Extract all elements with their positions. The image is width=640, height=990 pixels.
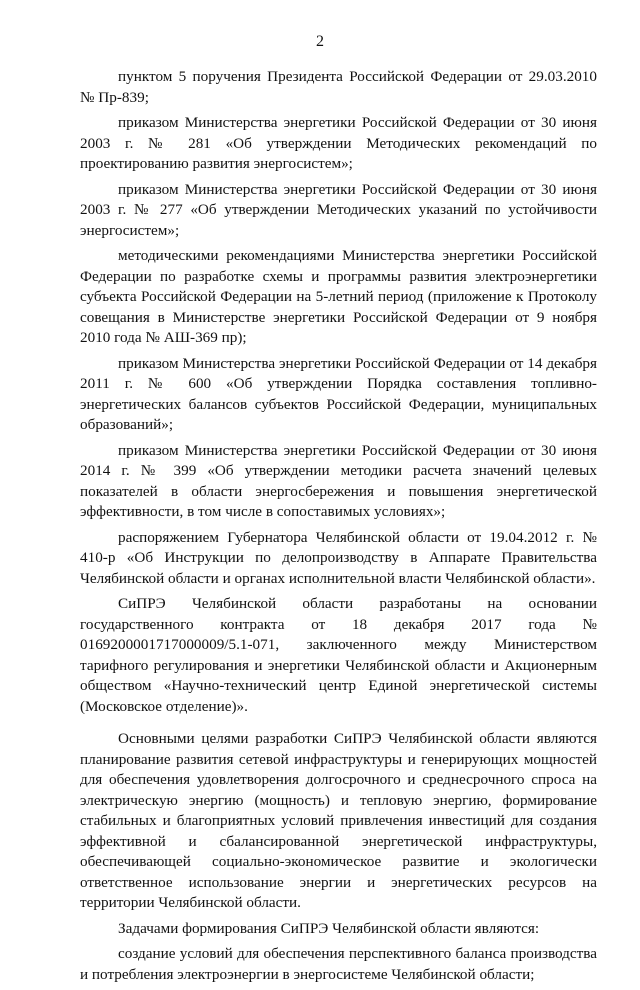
paragraph-tasks-heading: Задачами формирования СиПРЭ Челябинской области являются: <box>118 919 540 937</box>
paragraph-presidential-order: пунктом 5 поручения Президента Российской Федерации от 29.03.2010 № Пр-839; <box>80 68 597 106</box>
paragraph-methodical-recommendations: методическими рекомендациями Министерства энергетики Российской Федерации по разработке схемы и программы развития электроэнергетики субъекта Российской Федерации на 5-летний период (приложение к Протоколу совещания в Министерстве энергетики Российской Федерации от 9 ноября 2010 года № АШ-369 пр); <box>80 247 597 346</box>
document-body <box>80 67 597 990</box>
paragraph-order-277: приказом Министерства энергетики Российской Федерации от 30 июня 2003 г. № 277 «Об утверждении Методических указаний по устойчивости энергосистем»; <box>80 180 597 239</box>
paragraph-governor-decree: распоряжением Губернатора Челябинской области от 19.04.2012 г. № 410-р «Об Инструкции по делопроизводству в Аппарате Правительства Челябинской области и органах исполнительной власти Челябинской области». <box>80 528 597 587</box>
paragraph-main-goals: Основными целями разработки СиПРЭ Челябинской области являются планирование развития сетевой инфраструктуры и генерирующих мощностей для обеспечения удовлетворения долгосрочного и среднесрочного спроса на электрическую энергию (мощность) и тепловую энергию, формирование стабильных и благоприятных условий привлечения инвестиций для создания эффективной и сбалансированной энергетической инфраструктуры, обеспечивающей социально-экономическое развитие и экологически ответственное использование энергии и энергетических ресурсов на территории Челябинской области. <box>80 730 597 911</box>
paragraph-order-399: приказом Министерства энергетики Российской Федерации от 30 июня 2014 г. № 399 «Об утверждении методики расчета значений целевых показателей в области энергосбережения и повышения энергетической эффективности, в том числе в сопоставимых условиях»; <box>80 441 597 520</box>
page-number: 2 <box>316 33 324 50</box>
paragraph-order-281: приказом Министерства энергетики Российской Федерации от 30 июня 2003 г. № 281 «Об утверждении Методических рекомендаций по проектированию развития энергосистем»; <box>80 114 597 172</box>
paragraph-task-balance: создание условий для обеспечения перспективного баланса производства и потребления электроэнергии в энергосистеме Челябинской области; <box>80 945 597 983</box>
paragraph-order-600: приказом Министерства энергетики Российской Федерации от 14 декабря 2011 г. № 600 «Об утверждении Порядка составления топливно-энергетических балансов субъектов Российской Федерации, муниципальных образований»; <box>80 354 597 433</box>
paragraph-state-contract: СиПРЭ Челябинской области разработаны на основании государственного контракта от 18 декабря 2017 года № 0169200001717000009/5.1-071, заключенного между Министерством тарифного регулирования и энергетики Челябинской области и Акционерным обществом «Научно-технический центр Единой энергетической системы (Московское отделение)». <box>80 595 597 715</box>
